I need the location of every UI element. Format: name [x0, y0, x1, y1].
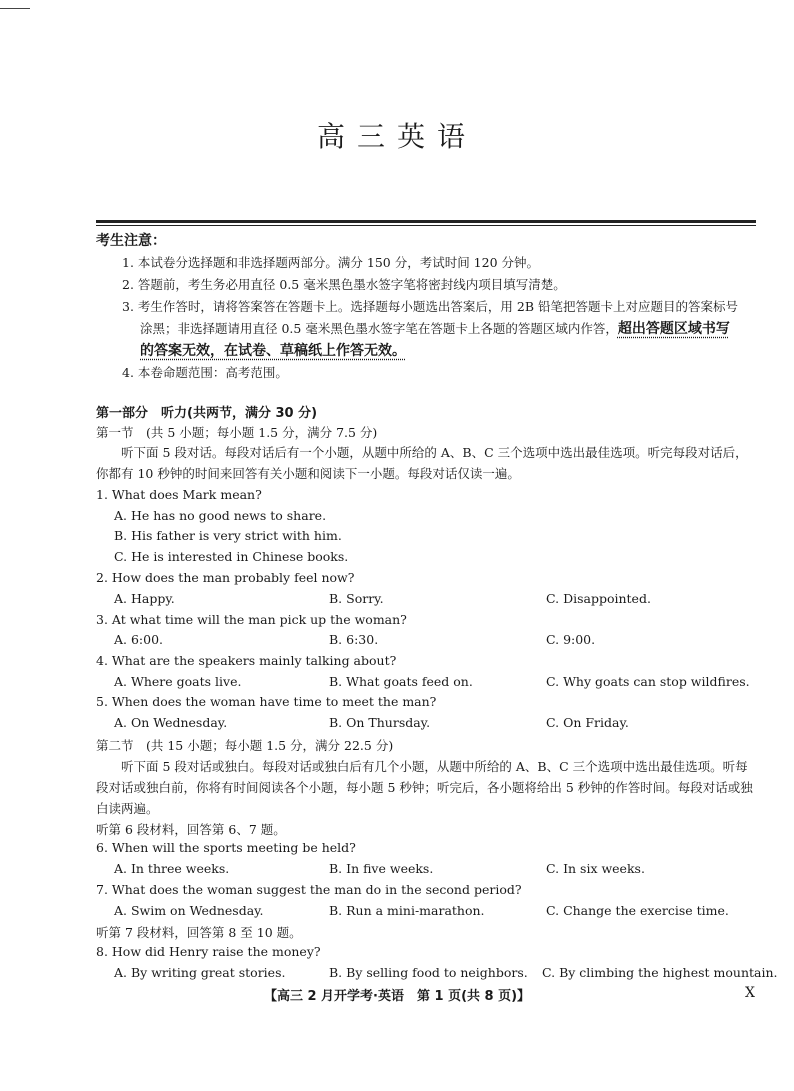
question-6-option-b: B. In five weeks.: [329, 861, 434, 876]
section2-instructions: 听下面 5 段对话或独白。每段对话或独白后有几个小题，从题中所给的 A、B、C 三个选项中选出最佳选项。听每段对话或独白前，你将有时间阅读各个小题，每小题 5 秒钟；听完后，各小题将给出 5 秒钟的作答时间。每段对话或独白读两遍。: [96, 759, 753, 816]
question-1-option-b: B. His father is very strict with him.: [114, 528, 342, 543]
question-1-stem: 1. What does Mark mean?: [96, 487, 262, 502]
question-8-option-b: B. By selling food to neighbors.: [329, 965, 528, 980]
question-6-option-c: C. In six weeks.: [546, 861, 645, 876]
footer-version-mark: X: [745, 985, 755, 1001]
corner-crop-mark: [0, 8, 30, 9]
question-1-option-a: A. He has no good news to share.: [114, 508, 327, 523]
exam-notice: [96, 230, 760, 384]
question-5-option-a: A. On Wednesday.: [114, 715, 228, 730]
question-4-option-b: B. What goats feed on.: [329, 674, 473, 689]
page-footer: 【高三 2 月开学考·英语 第 1 页(共 8 页)】: [263, 989, 531, 1004]
notice-item-3-cont: [96, 318, 760, 340]
question-5-option-c: C. On Friday.: [546, 715, 629, 730]
notice-emphasis-b: 的答案无效，在试卷、草稿纸上作答无效。: [140, 343, 406, 359]
question-6-option-a: A. In three weeks.: [114, 861, 230, 876]
page-title: 高三英语: [316, 120, 477, 153]
question-4-option-a: A. Where goats live.: [114, 674, 242, 689]
question-8-option-a: A. By writing great stories.: [114, 965, 286, 980]
question-5-stem: 5. When does the woman have time to meet the man?: [96, 694, 437, 709]
question-6-stem: 6. When will the sports meeting be held?: [96, 840, 356, 855]
notice-item-3-cont2: [96, 340, 760, 362]
question-2-option-c: C. Disappointed.: [546, 591, 651, 606]
question-8-option-c: C. By climbing the highest mountain.: [542, 965, 778, 980]
question-4-option-c: C. Why goats can stop wildfires.: [546, 674, 750, 689]
question-5-option-b: B. On Thursday.: [329, 715, 431, 730]
section2-heading: 第二节 (共 15 小题；每小题 1.5 分，满分 22.5 分): [96, 738, 394, 753]
section1-heading: 第一节 (共 5 小题；每小题 1.5 分，满分 7.5 分): [96, 425, 378, 440]
question-3-option-a: A. 6:00.: [114, 632, 164, 647]
question-3-stem: 3. At what time will the man pick up the woman?: [96, 612, 407, 627]
question-2-option-a: A. Happy.: [114, 591, 175, 606]
question-7-option-a: A. Swim on Wednesday.: [114, 903, 264, 918]
question-2-option-b: B. Sorry.: [329, 591, 384, 606]
question-4-stem: 4. What are the speakers mainly talking about?: [96, 653, 397, 668]
notice-emphasis-a: 超出答题区域书写: [617, 321, 730, 337]
question-7-option-b: B. Run a mini-marathon.: [329, 903, 485, 918]
part1-heading: 第一部分 听力(共两节，满分 30 分): [96, 406, 318, 421]
question-3-option-c: C. 9:00.: [546, 632, 596, 647]
notice-item-3: 3. 考生作答时，请将答案答在答题卡上。选择题每小题选出答案后，用 2B 铅笔把答题卡上对应题目的答案标号: [122, 299, 738, 314]
question-8-stem: 8. How did Henry raise the money?: [96, 944, 321, 959]
question-1-option-c: C. He is interested in Chinese books.: [114, 549, 349, 564]
material-6-instruction: 听第 6 段材料，回答第 6、7 题。: [96, 822, 286, 837]
question-7-stem: 7. What does the woman suggest the man do in the second period?: [96, 882, 522, 897]
question-2-stem: 2. How does the man probably feel now?: [96, 570, 355, 585]
question-7-option-c: C. Change the exercise time.: [546, 903, 729, 918]
notice-item-2: 2. 答题前，考生务必用直径 0.5 毫米黑色墨水签字笔将密封线内项目填写清楚。: [122, 277, 566, 292]
question-3-option-b: B. 6:30.: [329, 632, 379, 647]
notice-heading: 考生注意：: [96, 233, 166, 249]
section1-instructions: 听下面 5 段对话。每段对话后有一个小题，从题中所给的 A、B、C 三个选项中选出最佳选项。听完每段对话后，你都有 10 秒钟的时间来回答有关小题和阅读下一小题。每段对话仅读一遍。: [96, 445, 748, 481]
notice-item-3-text: 涂黑；非选择题请用直径 0.5 毫米黑色墨水签字笔在答题卡上各题的答题区域内作答，: [140, 321, 618, 336]
notice-item-4: 4. 本卷命题范围：高考范围。: [122, 365, 288, 380]
notice-item-1: 1. 本试卷分选择题和非选择题两部分。满分 150 分，考试时间 120 分钟。: [122, 255, 540, 270]
title-divider-thick: [96, 220, 756, 223]
title-divider-thin: [96, 225, 756, 226]
material-7-instruction: 听第 7 段材料，回答第 8 至 10 题。: [96, 925, 302, 940]
